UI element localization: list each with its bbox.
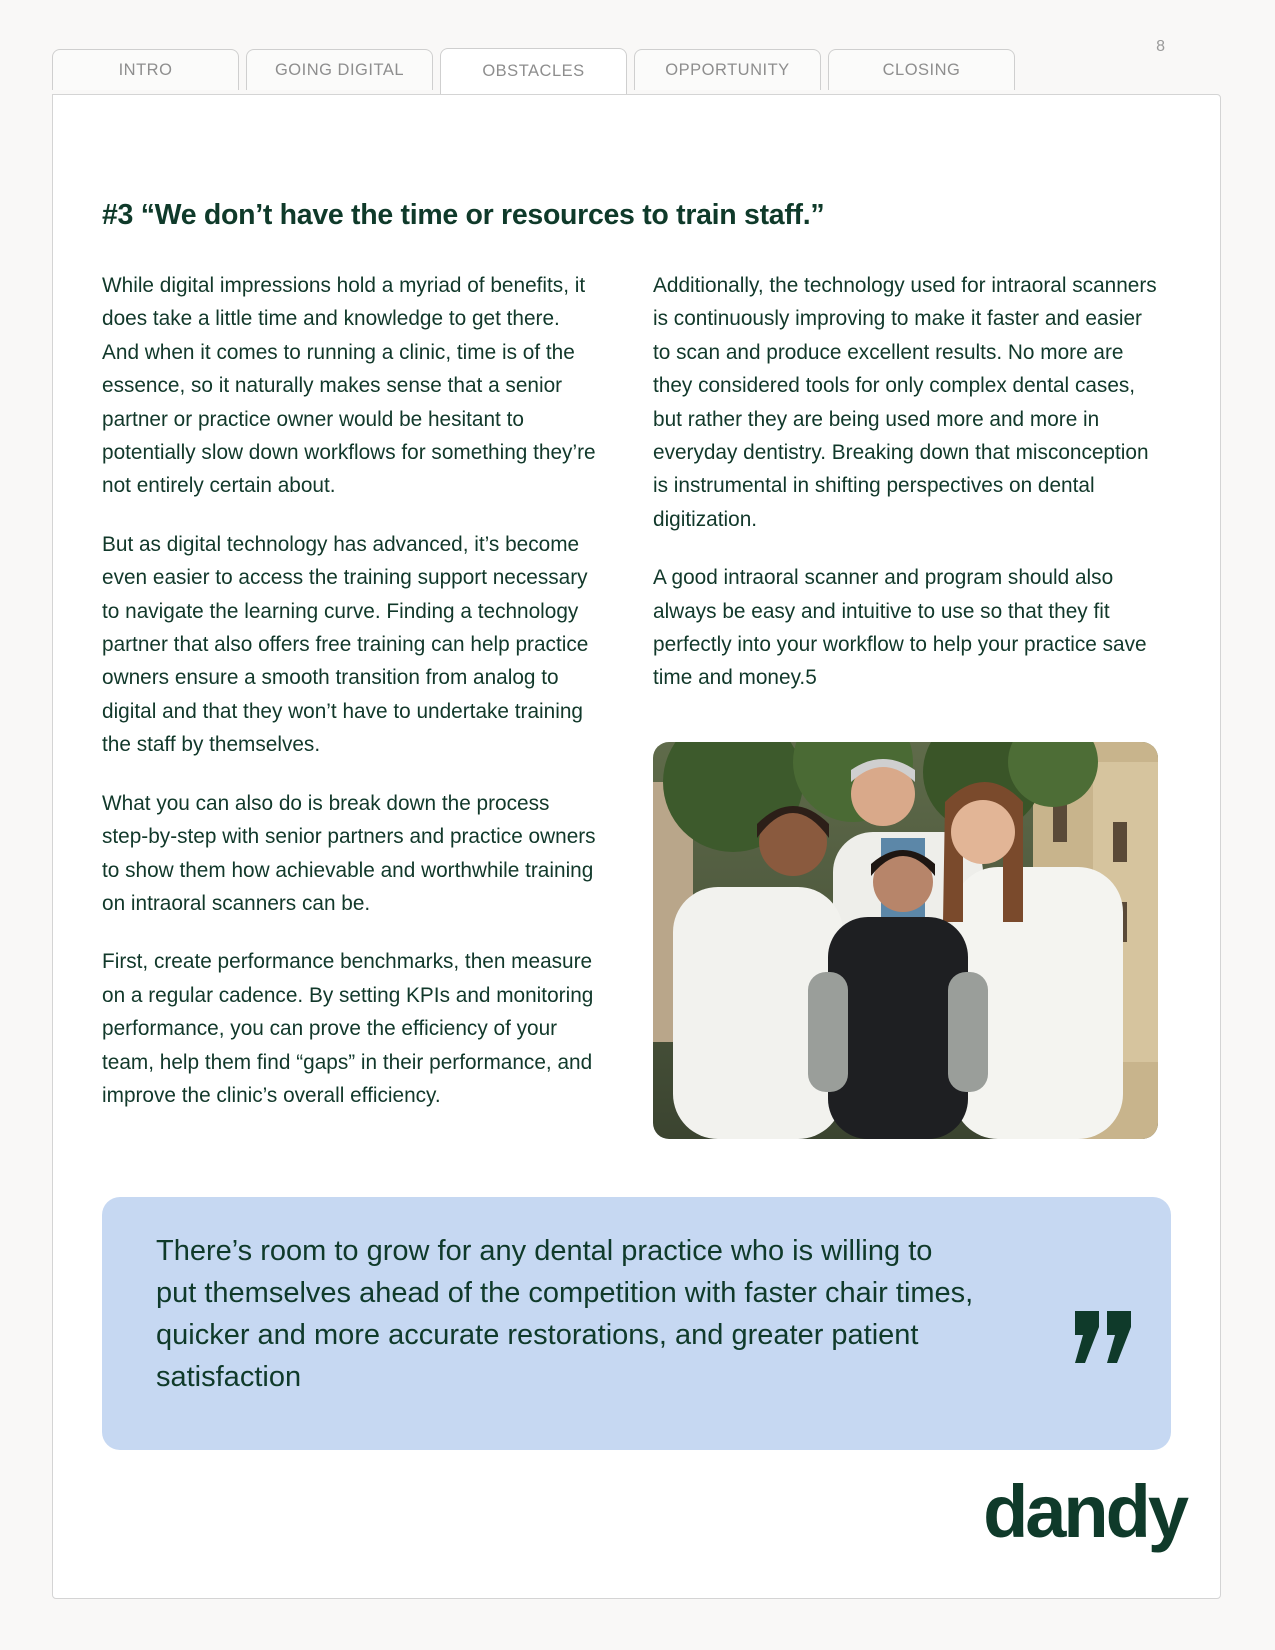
paragraph: A good intraoral scanner and program should also always be easy and intuitive to use so that they fit perfectly into your workflow to help your practice save time and money.5 [653,566,1147,690]
dandy-logo: dandy [983,1470,1186,1553]
tab-going-digital[interactable]: GOING DIGITAL [246,49,433,90]
left-column [102,269,600,1137]
paragraph: Additionally, the technology used for intraoral scanners is continuously improving to make it faster and easier to scan and produce excellent results. No more are they considered tools for only complex dental cases, but rather they are being used more and more in everyday dentistry. Breaking down that misconception is instrumental in shifting perspectives on dental digitization. [653,274,1157,531]
paragraph: But as digital technology has advanced, it’s become even easier to access the training support necessary to navigate the learning curve. Finding a technology partner that also offers free training can help practice owners ensure a smooth transition from analog to digital and that they won’t have to undertake training the staff by themselves. [102,532,589,757]
pull-quote [102,1197,1171,1450]
page-number: 8 [1156,38,1165,55]
section-heading: #3 “We don’t have the time or resources to train staff.” [102,199,825,231]
quotation-mark-icon [1073,1311,1133,1368]
tab-obstacles[interactable]: OBSTACLES [440,48,627,94]
section-tabs [52,49,1022,94]
paragraph: What you can also do is break down the process step-by-step with senior partners and practice owners to show them how achievable and worthwhile training on intraoral scanners can be. [102,791,596,915]
tab-intro[interactable]: INTRO [52,49,239,90]
paragraph: While digital impressions hold a myriad of benefits, it does take a little time and knowledge to get there. And when it comes to running a clinic, time is of the essence, so it naturally makes sense that a senior partner or practice owner would be hesitant to potentially slow down workflows for something they’re not entirely certain about. [102,274,596,498]
right-column [653,269,1158,720]
paragraph: First, create performance benchmarks, then measure on a regular cadence. By setting KPIs and monitoring performance, you can prove the efficiency of your team, help them find “gaps” in their performance, and improve the clinic’s overall efficiency. [102,950,594,1107]
tab-closing[interactable]: CLOSING [828,49,1015,90]
quote-text: There’s room to grow for any dental practice who is willing to put themselves ahead of the competition with faster chair times, quicker and more accurate restorations, and greater patient satisfaction [156,1235,974,1393]
content-panel [52,94,1221,1599]
team-photo [653,742,1158,1139]
tab-opportunity[interactable]: OPPORTUNITY [634,49,821,90]
